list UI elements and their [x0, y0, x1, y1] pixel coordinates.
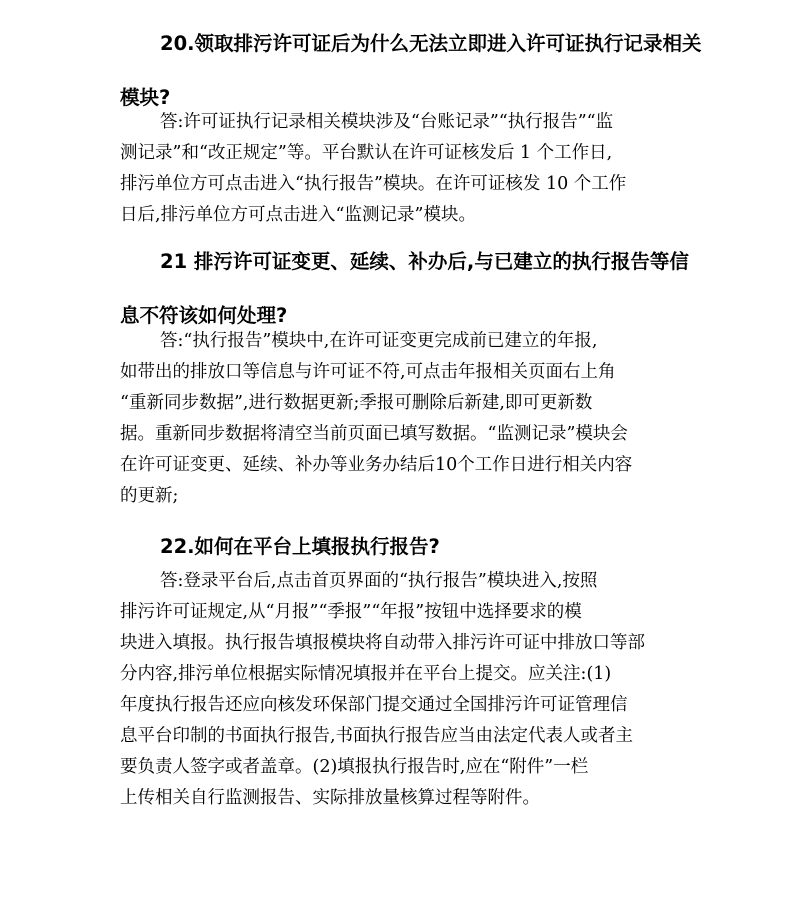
question-22-line-1: 22.如何在平台上填报执行报告? [160, 535, 440, 558]
answer-22-line-7: 要负责人签字或者盖章。(2)填报执行报告时,应在“附件”一栏 [120, 757, 589, 777]
answer-21-line-6: 的更新; [120, 486, 179, 506]
question-20-line-1: 20.领取排污许可证后为什么无法立即进入许可证执行记录相关 [160, 32, 702, 55]
question-20-line-2: 模块? [120, 86, 171, 109]
answer-20-line-4: 日后,排污单位方可点击进入“监测记录”模块。 [120, 205, 476, 225]
answer-22-line-4: 分内容,排污单位根据实际情况填报并在平台上提交。应关注:(1) [120, 664, 612, 684]
answer-22-line-2: 排污许可证规定,从“月报”“季报”“年报”按钮中选择要求的模 [120, 602, 582, 622]
answer-22-line-8: 上传相关自行监测报告、实际排放量核算过程等附件。 [120, 788, 540, 808]
answer-22-line-3: 块进入填报。执行报告填报模块将自动带入排污许可证中排放口等部 [120, 633, 645, 653]
question-20-heading [120, 30, 702, 112]
answer-22-line-5: 年度执行报告还应向核发环保部门提交通过全国排污许可证管理信 [120, 695, 628, 715]
answer-21-line-1: 答:“执行报告”模块中,在许可证变更完成前已建立的年报, [160, 331, 598, 351]
answer-22-paragraph [120, 566, 680, 814]
question-21-line-1: 21 排污许可证变更、延续、补办后,与已建立的执行报告等信 [160, 250, 689, 273]
answer-21-line-3: “重新同步数据”,进行数据更新;季报可删除后新建,即可更新数 [120, 393, 593, 413]
answer-22-line-1: 答:登录平台后,点击首页界面的“执行报告”模块进入,按照 [160, 571, 598, 591]
question-21-line-2: 息不符该如何处理? [120, 304, 288, 327]
answer-20-line-3: 排污单位方可点击进入“执行报告”模块。在许可证核发 10 个工作 [120, 174, 627, 194]
answer-21-line-4: 据。重新同步数据将清空当前页面已填写数据。“监测记录”模块会 [120, 424, 628, 444]
answer-20-paragraph [120, 107, 680, 231]
question-22-heading [120, 533, 676, 561]
answer-21-line-2: 如带出的排放口等信息与许可证不符,可点击年报相关页面右上角 [120, 362, 616, 382]
answer-22-line-6: 息平台印制的书面执行报告,书面执行报告应当由法定代表人或者主 [120, 726, 634, 746]
answer-21-line-5: 在许可证变更、延续、补办等业务办结后10个工作日进行相关内容 [120, 455, 633, 475]
question-21-heading [120, 248, 689, 330]
answer-21-paragraph [120, 326, 680, 512]
answer-20-line-1: 答:许可证执行记录相关模块涉及“台账记录”“执行报告”“监 [160, 112, 614, 132]
answer-20-line-2: 测记录”和“改正规定”等。平台默认在许可证核发后 1 个工作日, [120, 143, 613, 163]
